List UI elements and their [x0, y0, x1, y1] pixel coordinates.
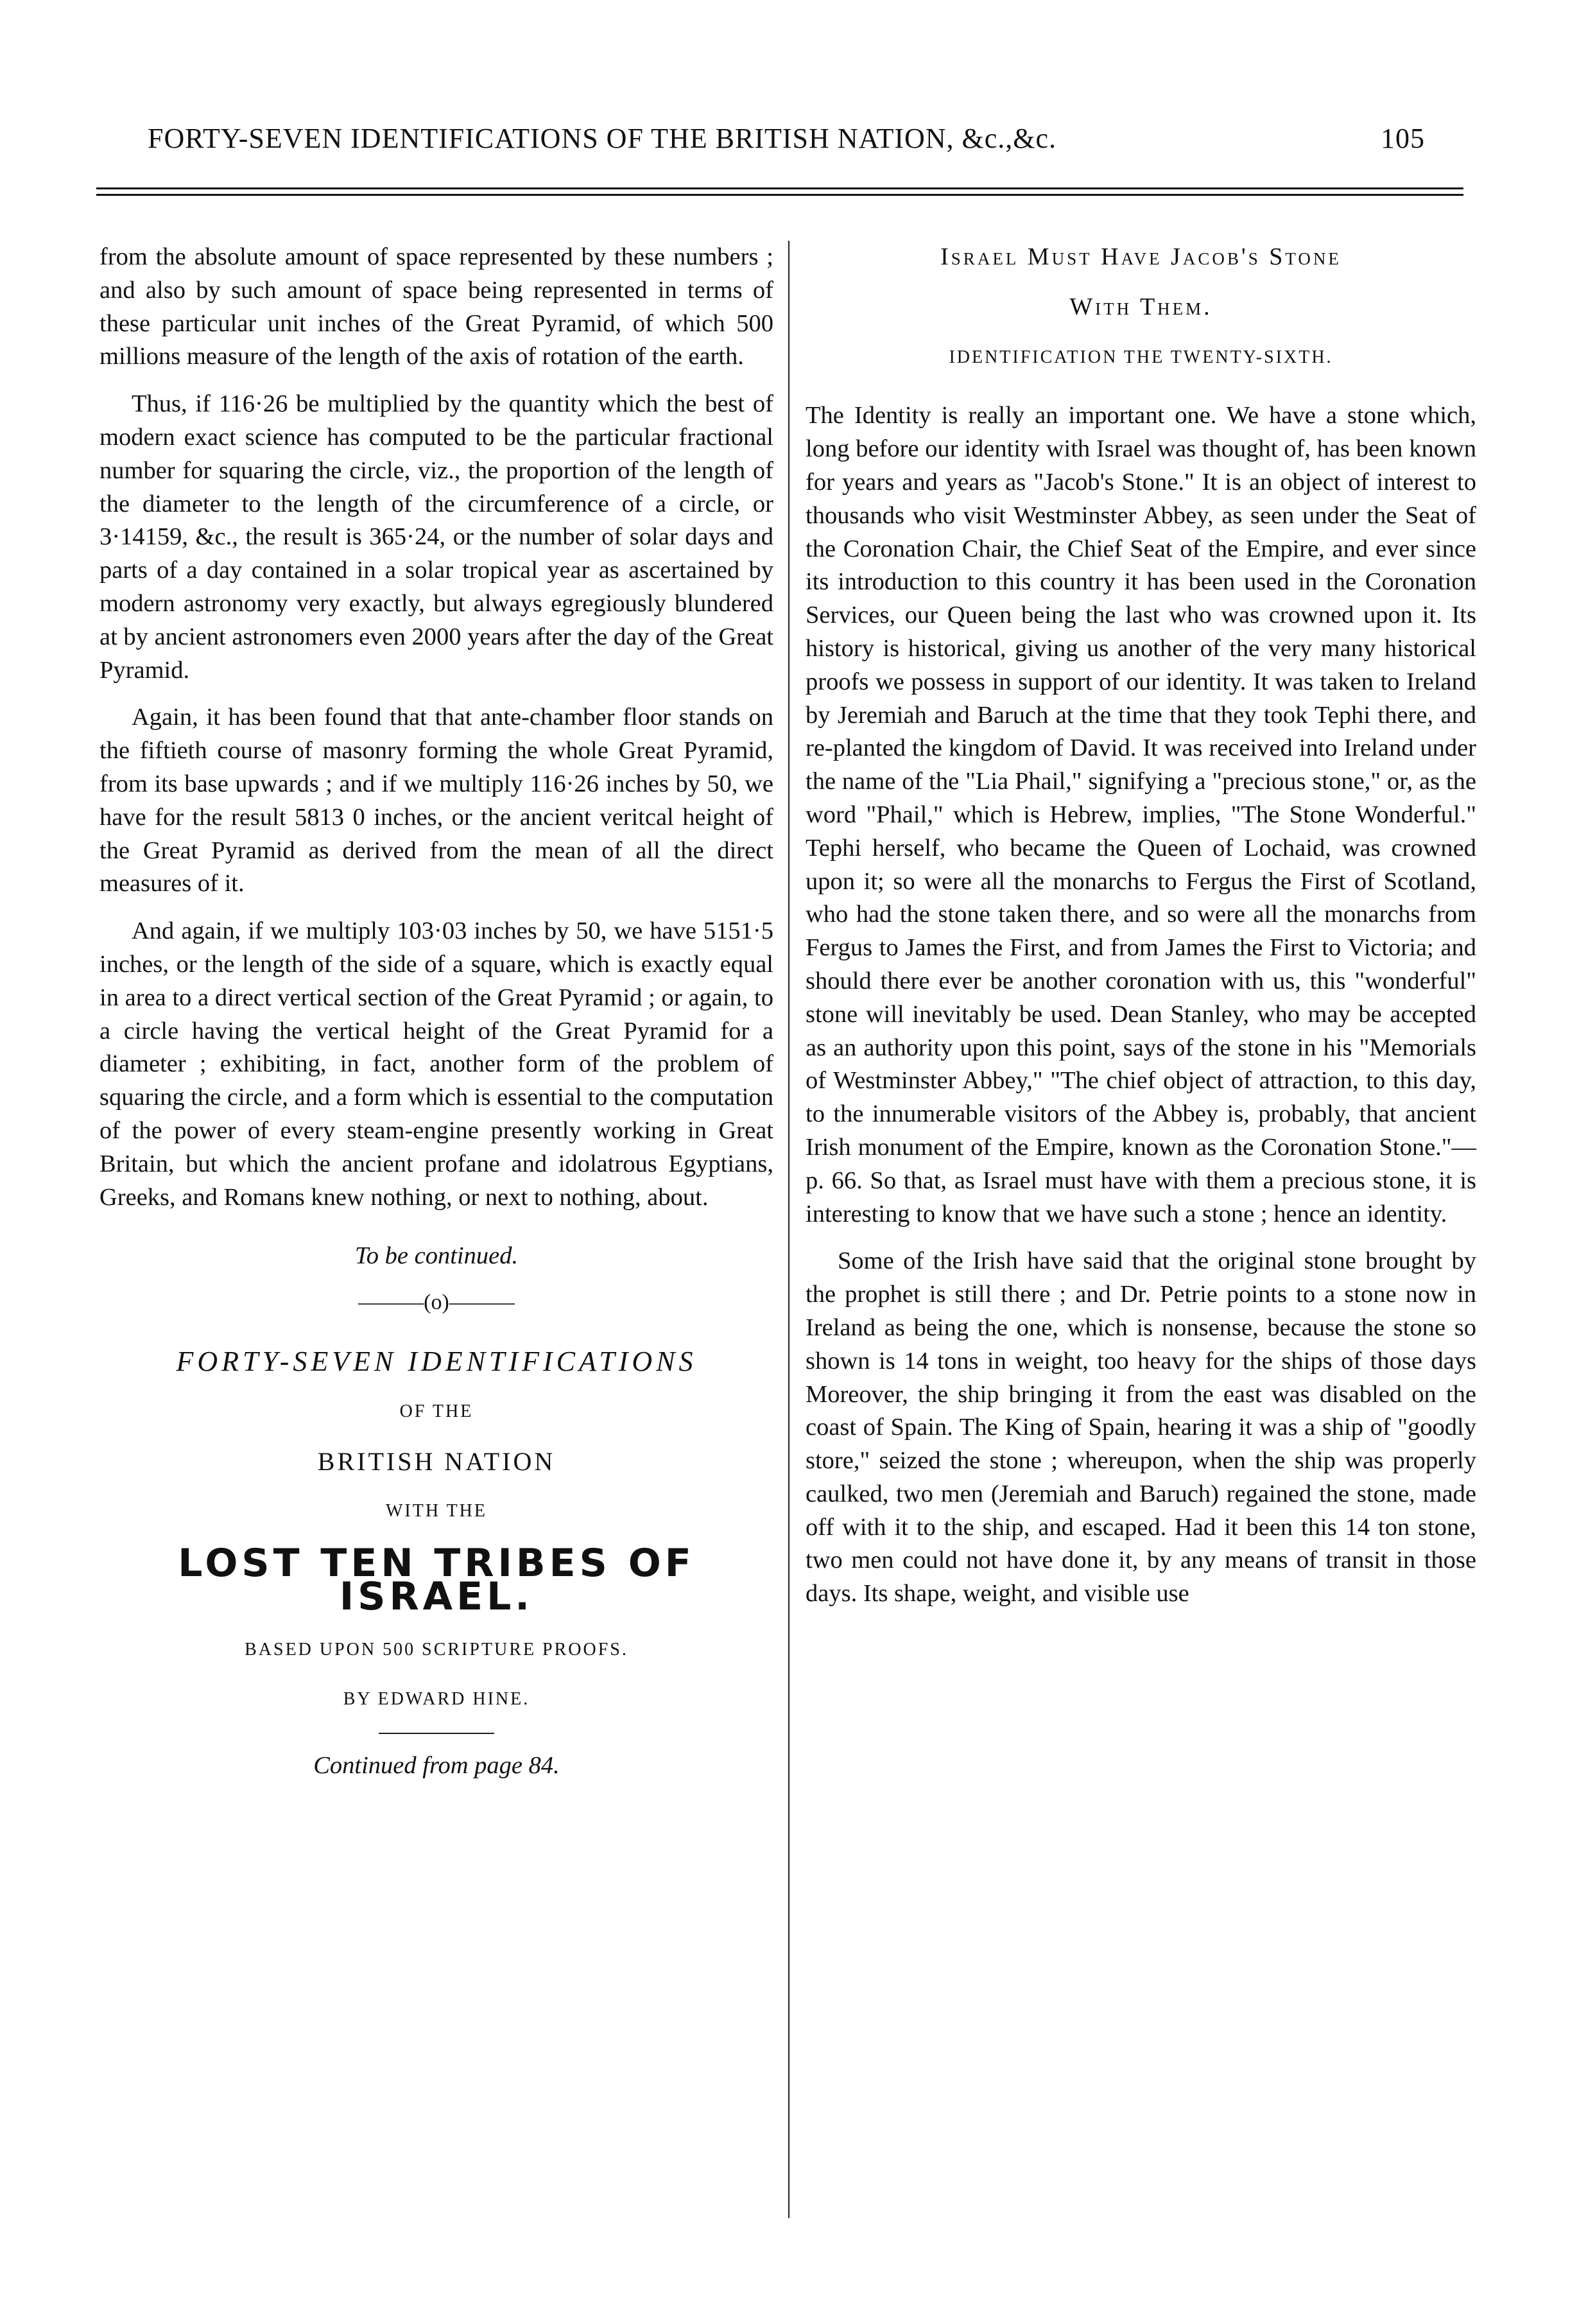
section-heading-line-2: With Them. — [1069, 293, 1212, 320]
byline-rule — [379, 1733, 494, 1734]
series-title-of-the: OF THE — [399, 1401, 474, 1421]
left-paragraph-2: Thus, if 116·26 be multiplied by the quantity which the best of modern exact science has computed to be the particular fractional number for squaring the circle, viz., the proportion of the length of the diameter to the length of the circumference of a circle, or 3·14159, &c., the result is 365·24, or the number of solar days and parts of a day contained in a solar tropical year as ascertained by modern astronomy very exactly, but always egregiously blundered at by ancient astronomers even 2000 years after the day of the Great Pyramid. — [99, 390, 773, 684]
left-column — [99, 241, 773, 1796]
section-separator: ———(o)——— — [358, 1290, 515, 1315]
series-main-title: LOST TEN TRIBES OF ISRAEL. — [178, 1541, 695, 1619]
series-subtitle: BASED UPON 500 SCRIPTURE PROOFS. — [245, 1639, 628, 1660]
left-paragraph-3: Again, it has been found that that ante-chamber floor stands on the fiftieth course of masonry forming the whole Great Pyramid, from its base upwards ; and if we multiply 116·26 inches by 50, we have for the result 5813 0 inches, or the ancient veritcal height of the Great Pyramid as derived from the mean of all the direct measures of it. — [99, 704, 773, 898]
left-paragraph-1: from the absolute amount of space represented by these numbers ; and also by such amount of space being represented in terms of these particular unit inches of the Great Pyramid, of which 500 millions measure of the length of the axis of rotation of the earth. — [99, 243, 773, 370]
running-head — [148, 122, 1425, 173]
right-paragraph-2: Some of the Irish have said that the original stone brought by the prophet is still there ; and Dr. Petrie points to a stone now in Ireland as being the one, which is nonsense, because the stone so shown is 14 tons in weight, too heavy for the ships of those days Moreover, the ship bringing it from the east was disabled on the coast of Spain. The King of Spain, hearing it was a ship of "goodly store," seized the stone ; whereupon, when the ship was properly caulked, two men (Jeremiah and Baruch) regained the stone, made off with it to the ship, and escaped. Had it been this 14 ton stone, two men could not have done it, by any means of transit in those days. Its shape, weight, and visible use — [806, 1247, 1476, 1608]
series-title-with-the: WITH THE — [386, 1501, 487, 1522]
column-divider — [788, 241, 789, 2218]
header-rule-top — [96, 187, 1463, 189]
right-paragraph-1: The Identity is really an important one. We have a stone which, long before our identity with Israel was thought of, has been known for years and years as "Jacob's Stone." It is an object of interest to thousands who visit Westminster Abbey, as seen under the Seat of the Coronation Chair, the Chief Seat of the Empire, and ever since its introduction to this country it has been used in the Coronation Services, our Queen being the last who was crowned upon it. Its history is historical, giving us another of the very many historical proofs we possess in support of our identity. It was taken to Ireland by Jeremiah and Baruch at the time that they took Tephi there, and re-planted the kingdom of David. It was received into Ireland under the name of the "Lia Phail," signifying a "precious stone," or, as the word "Phail," which is Hebrew, implies, "The Stone Wonderful." Tephi herself, who became the Queen of Lochaid, was crowned upon it; so were all the monarchs to Fergus the First of Scotland, who had the stone taken there, and so were all the monarchs from Fergus to James the First, and from James the First to Victoria; and should there ever be another coronation with us, this "wonderful" stone will inevitably be used. Dean Stanley, who may be accepted as an authority upon this point, says of the stone in his "Memorials of Westminster Abbey," "The chief object of attraction, to this day, to the innumerable visitors of the Abbey is, probably, that ancient Irish monument of the Empire, known as the Coronation Stone."—p. 66. So that, as Israel must have with them a precious stone, it is interesting to know that we have such a stone ; hence an identity. — [806, 402, 1476, 1227]
byline: BY EDWARD HINE. — [343, 1689, 530, 1710]
series-title-british-nation: BRITISH NATION — [317, 1446, 556, 1476]
section-heading-line-1: Israel Must Have Jacob's Stone — [940, 243, 1341, 270]
right-column — [806, 241, 1476, 1625]
series-title: FORTY-SEVEN IDENTIFICATIONS — [176, 1345, 697, 1377]
header-rule-bottom — [96, 194, 1463, 196]
to-be-continued: To be continued. — [354, 1242, 519, 1270]
running-title: FORTY-SEVEN IDENTIFICATIONS OF THE BRITISH NATION, &c.,&c. — [148, 123, 1057, 154]
continued-from: Continued from page 84. — [313, 1752, 560, 1780]
section-subheading: IDENTIFICATION THE TWENTY-SIXTH. — [949, 347, 1333, 367]
left-paragraph-4: And again, if we multiply 103·03 inches by 50, we have 5151·5 inches, or the length of the side of a square, which is exactly equal in area to a direct vertical section of the Great Pyramid ; or again, to a circle having the vertical height of the Great Pyramid for a diameter ; exhibiting, in fact, another form of the problem of squaring the circle, and a form which is essential to the computation of the power of every steam-engine presently working in Great Britain, but which the ancient profane and idolatrous Egyptians, Greeks, and Romans knew nothing, or next to nothing, about. — [99, 917, 773, 1211]
page-number: 105 — [1381, 123, 1425, 154]
